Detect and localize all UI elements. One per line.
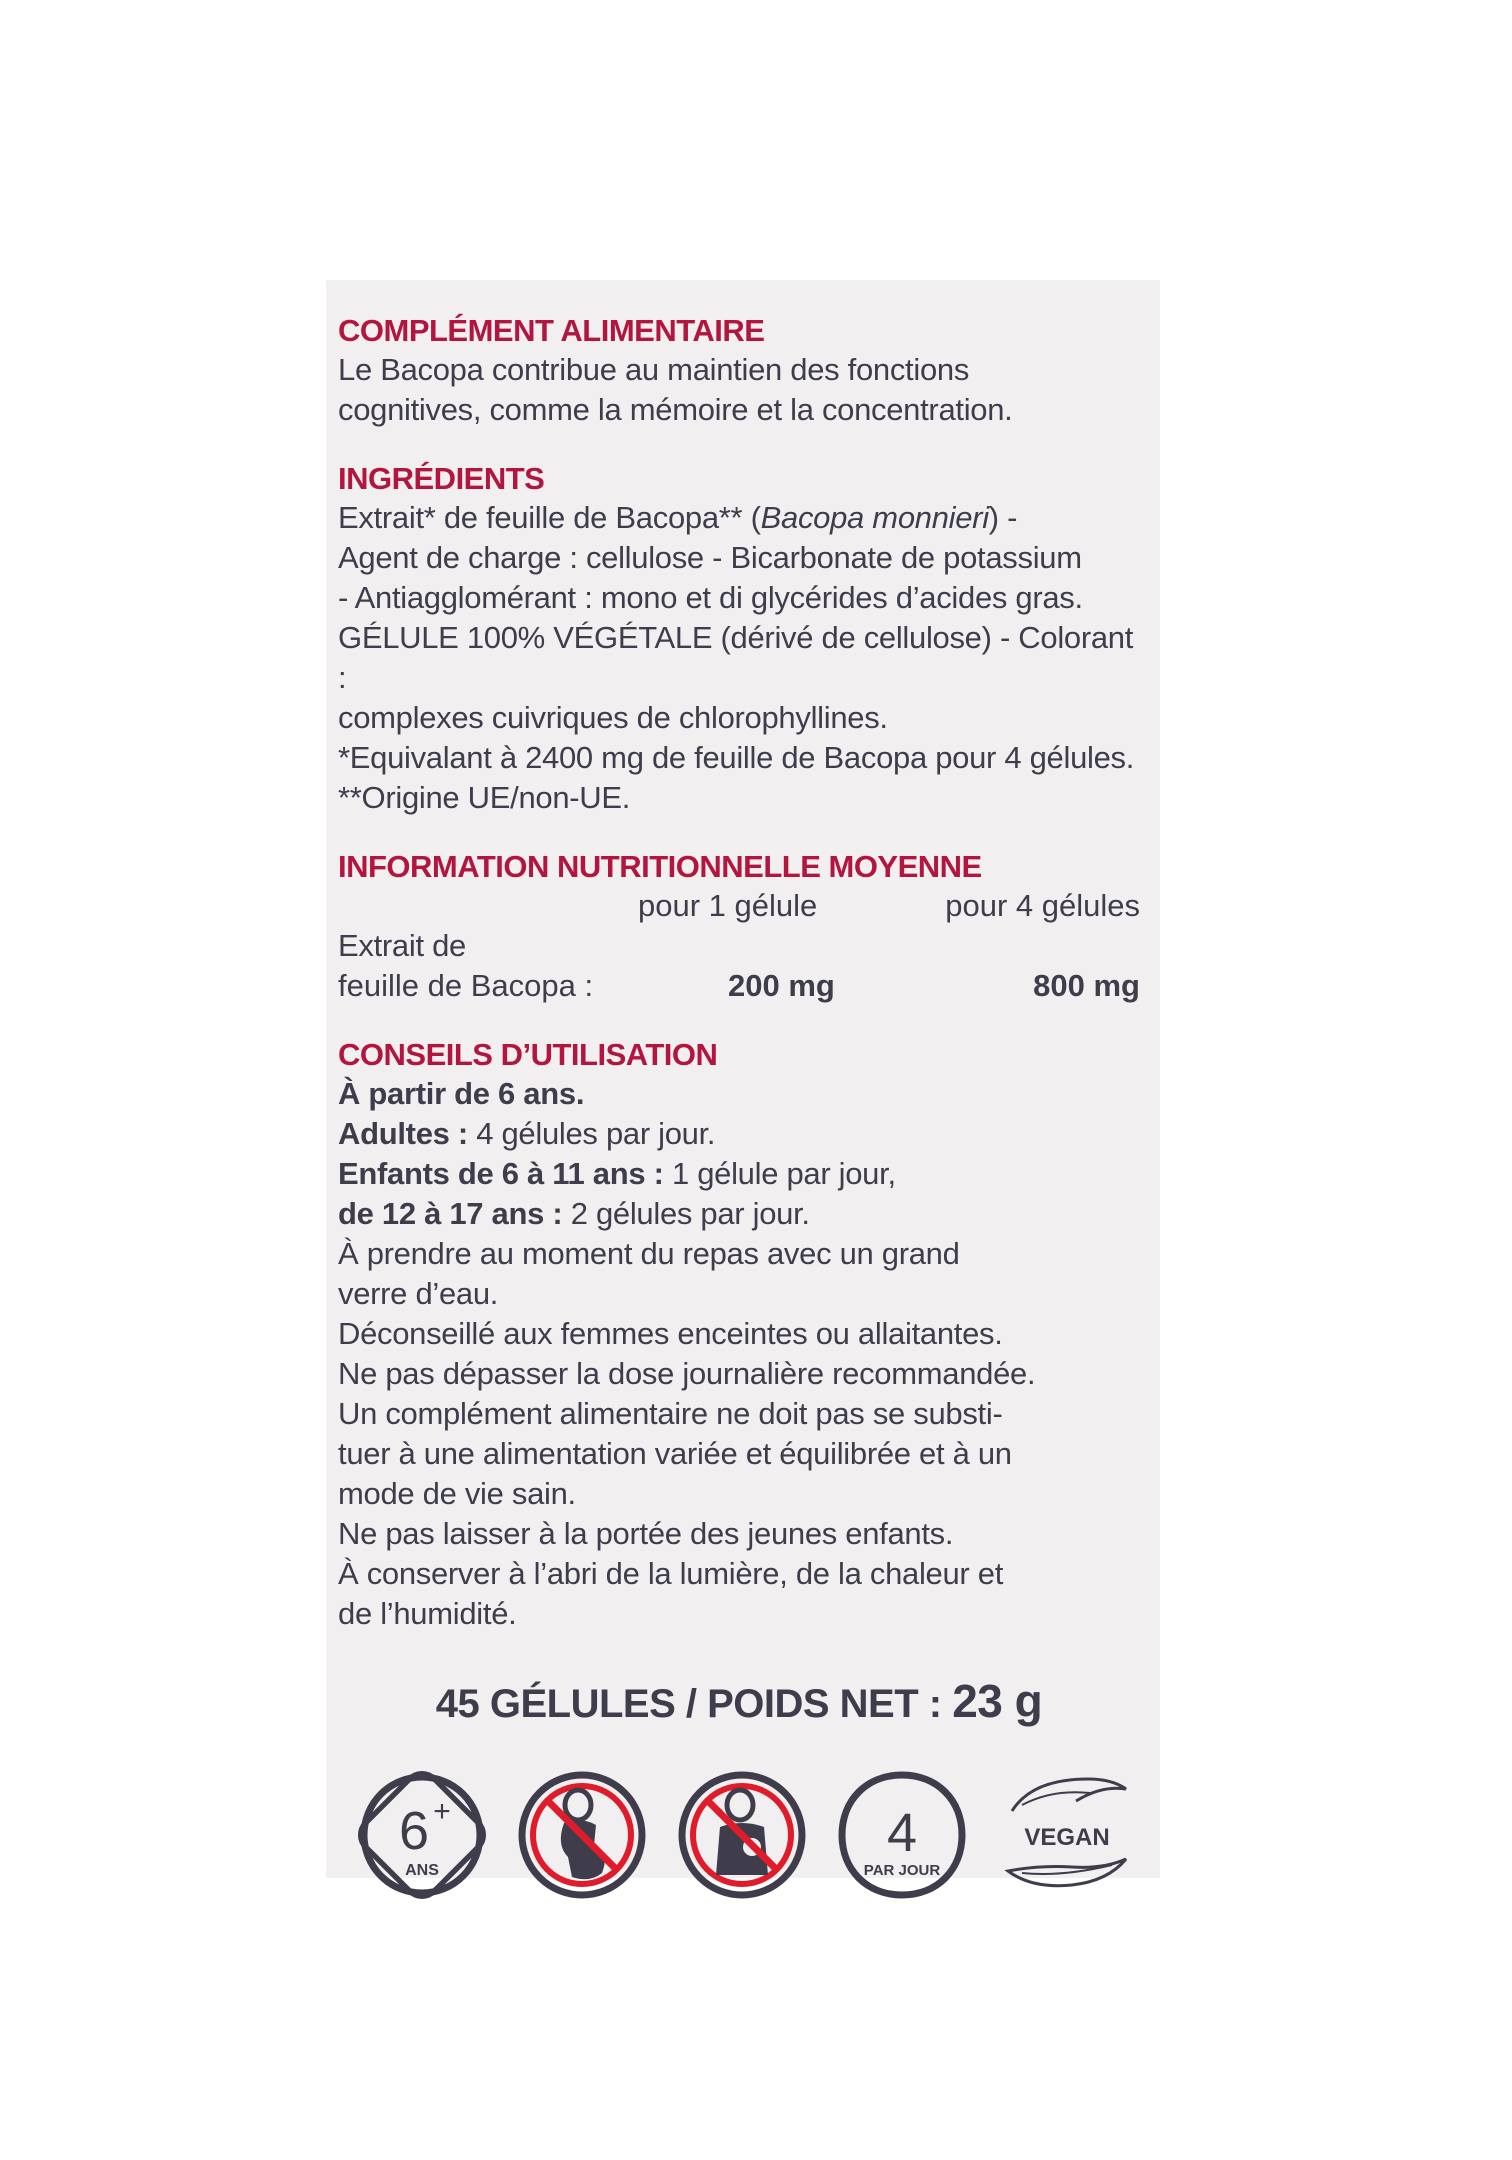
nutrition-col1: pour 1 gélule [638, 888, 818, 923]
nutrition-col2: pour 4 gélules [945, 888, 1140, 923]
usage-line: tuer à une alimentation variée et équilibrée et à un [338, 1436, 1012, 1471]
ingredients-line: Agent de charge : cellulose - Bicarbonate de potassium [338, 540, 1082, 575]
nutrition-val2: 800 mg [1033, 968, 1140, 1003]
age-plus: + [433, 1795, 451, 1828]
ingredients-line: complexes cuivriques de chlorophyllines. [338, 700, 888, 735]
nutrition-header [338, 886, 1140, 926]
dose-number: 4 [886, 1803, 918, 1863]
product-label [326, 280, 1160, 1878]
dose-unit: PAR JOUR [863, 1862, 941, 1879]
usage-line: À prendre au moment du repas avec un grand [338, 1236, 960, 1271]
usage-line: Un complément alimentaire ne doit pas se substi- [338, 1396, 1003, 1431]
usage-line: Enfants de 6 à 11 ans : 1 gélule par jour, [338, 1156, 896, 1191]
age-unit: ANS [405, 1862, 439, 1879]
usage-line: Adultes : 4 gélules par jour. [338, 1116, 716, 1151]
usage-line: Ne pas laisser à la portée des jeunes enfants. [338, 1516, 954, 1551]
usage-line: verre d’eau. [338, 1276, 499, 1311]
ingredients-line: Extrait* de feuille de Bacopa** (Bacopa monnieri) - [338, 500, 1018, 535]
nutrition-val1: 200 mg [728, 968, 835, 1003]
ingredients-line: - Antiagglomérant : mono et di glycérides d’acides gras. [338, 580, 1083, 615]
usage-line: Ne pas dépasser la dose journalière recommandée. [338, 1356, 1036, 1391]
usage-line: de 12 à 17 ans : 2 gélules par jour. [338, 1196, 810, 1231]
no-pregnant-icon [512, 1765, 652, 1905]
usage-line: mode de vie sain. [338, 1476, 576, 1511]
vegan-label: VEGAN [1024, 1824, 1110, 1851]
usage-line: de l’humidité. [338, 1596, 517, 1631]
usage-age: À partir de 6 ans. [338, 1076, 585, 1111]
ingredients-footnote: **Origine UE/non-UE. [338, 780, 631, 815]
vegan-leaf-icon [992, 1765, 1142, 1905]
usage-title: CONSEILS D’UTILISATION [338, 1037, 718, 1072]
usage-line: Déconseillé aux femmes enceintes ou allaitantes. [338, 1316, 1003, 1351]
nutrition-row-label: Extrait de [338, 928, 466, 963]
age-6-plus-icon [352, 1765, 492, 1905]
ingredients-footnote: *Equivalant à 2400 mg de feuille de Bacopa pour 4 gélules. [338, 740, 1135, 775]
ingredients-line: GÉLULE 100% VÉGÉTALE (dérivé de cellulose) - Colorant : [338, 620, 1134, 695]
complement-title: COMPLÉMENT ALIMENTAIRE [338, 313, 765, 348]
nutrition-title: INFORMATION NUTRITIONNELLE MOYENNE [338, 849, 982, 884]
age-number: 6 [398, 1801, 430, 1861]
complement-line: cognitives, comme la mémoire et la concentration. [338, 392, 1013, 427]
net-weight: 45 GÉLULES / POIDS NET : 23 g [435, 1675, 1043, 1727]
nutrition-row-label: feuille de Bacopa : [338, 968, 594, 1003]
pictogram-row [352, 1765, 1152, 1905]
complement-line: Le Bacopa contribue au maintien des fonctions [338, 352, 970, 387]
dose-per-day-icon [832, 1765, 972, 1905]
nutrition-row [338, 966, 1140, 1006]
ingredients-title: INGRÉDIENTS [338, 461, 545, 496]
usage-line: À conserver à l’abri de la lumière, de la chaleur et [338, 1556, 1004, 1591]
no-breastfeeding-icon [672, 1765, 812, 1905]
